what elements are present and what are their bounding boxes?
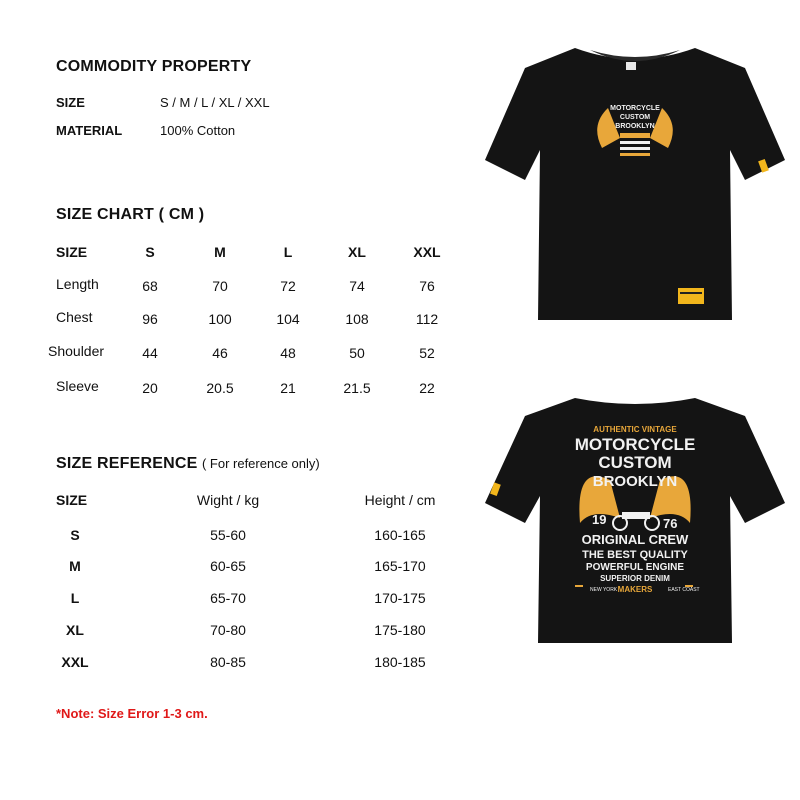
size-reference-cell: 55-60: [210, 527, 246, 543]
svg-text:BROOKLYN: BROOKLYN: [615, 123, 655, 130]
size-reference-heading: [56, 455, 320, 473]
size-reference-cell: 160-165: [374, 527, 426, 543]
back-print-corner-left: NEW YORK: [590, 587, 618, 593]
size-chart-cell: 20.5: [206, 380, 234, 396]
size-reference-cell: 165-170: [374, 558, 426, 574]
size-chart-cell: 46: [212, 345, 228, 361]
svg-text:MOTORCYCLE: MOTORCYCLE: [610, 105, 660, 112]
size-chart-title: SIZE CHART ( CM ): [56, 206, 205, 223]
size-chart-row-label: Length: [56, 276, 99, 292]
back-print-line4: BROOKLYN: [592, 473, 678, 490]
size-chart-header-size: SIZE: [56, 244, 88, 260]
size-chart-cell: 112: [415, 311, 439, 327]
size-reference-header-height: Height / cm: [364, 492, 436, 508]
size-chart-cell: 108: [345, 311, 369, 327]
size-chart-row-label: Chest: [56, 309, 93, 325]
size-reference-cell: 80-85: [210, 654, 246, 670]
size-chart-cell: 70: [212, 278, 228, 294]
size-chart-header-s: S: [145, 244, 155, 260]
back-print-line1: AUTHENTIC VINTAGE: [593, 425, 677, 434]
size-reference-size: M: [69, 558, 81, 574]
size-reference-cell: 60-65: [210, 558, 246, 574]
back-print-line3: CUSTOM: [598, 453, 672, 472]
size-chart-cell: 48: [280, 345, 296, 361]
size-chart-header-l: L: [283, 244, 293, 260]
size-chart-cell: 20: [142, 380, 158, 396]
size-chart-cell: 100: [208, 311, 232, 327]
size-chart-cell: 50: [349, 345, 365, 361]
back-print-line5: ORIGINAL CREW: [581, 532, 689, 547]
size-reference-title: SIZE REFERENCE: [56, 455, 198, 472]
size-chart-header-xxl: XXL: [413, 244, 441, 260]
size-chart-cell: 52: [419, 345, 435, 361]
size-chart-row-label: Shoulder: [48, 343, 105, 359]
size-reference-header-weight: Wight / kg: [196, 492, 260, 508]
size-reference-cell: 180-185: [374, 654, 426, 670]
back-print-line6: THE BEST QUALITY: [582, 549, 688, 561]
back-print-line2: MOTORCYCLE: [574, 435, 696, 454]
size-reference-size: L: [70, 590, 80, 606]
back-print-line8: SUPERIOR DENIM: [600, 574, 670, 583]
size-chart-cell: 96: [142, 311, 158, 327]
size-chart-cell: 21: [280, 380, 296, 396]
size-chart-cell: 22: [419, 380, 435, 396]
size-chart-header-xl: XL: [348, 244, 366, 260]
size-reference-size: S: [70, 527, 80, 543]
material-value: 100% Cotton: [160, 123, 236, 138]
size-reference-subtitle: ( For reference only): [201, 456, 320, 471]
tshirt-front-image: [480, 30, 790, 330]
tshirt-back-image: [480, 388, 790, 648]
back-print-year-right: 76: [663, 516, 678, 531]
back-print-line9: MAKERS: [617, 585, 653, 594]
size-reference-cell: 170-175: [374, 590, 426, 606]
size-chart-row-label: Sleeve: [56, 378, 99, 394]
size-value: S / M / L / XL / XXL: [160, 95, 270, 110]
size-chart-cell: 21.5: [343, 380, 371, 396]
size-chart-cell: 104: [276, 311, 300, 327]
material-label: MATERIAL: [56, 123, 123, 138]
back-print-year-left: 19: [592, 512, 607, 527]
size-reference-size: XL: [66, 622, 84, 638]
size-chart-cell: 72: [280, 278, 296, 294]
size-chart-cell: 74: [349, 278, 365, 294]
size-reference-cell: 70-80: [210, 622, 246, 638]
svg-text:CUSTOM: CUSTOM: [619, 114, 651, 121]
size-reference-header-size: SIZE: [56, 492, 88, 508]
size-label: SIZE: [56, 95, 85, 110]
size-reference-cell: 175-180: [374, 622, 426, 638]
back-print-corner-right: EAST COAST: [668, 587, 700, 593]
size-reference-cell: 65-70: [210, 590, 246, 606]
back-print-line7: POWERFUL ENGINE: [585, 562, 685, 573]
size-error-note: *Note: Size Error 1-3 cm.: [56, 706, 208, 721]
size-chart-cell: 76: [419, 278, 435, 294]
size-chart-cell: 44: [142, 345, 158, 361]
size-chart-cell: 68: [142, 278, 158, 294]
commodity-title: COMMODITY PROPERTY: [56, 58, 252, 75]
size-chart-header-m: M: [214, 244, 226, 260]
size-reference-size: XXL: [61, 654, 89, 670]
